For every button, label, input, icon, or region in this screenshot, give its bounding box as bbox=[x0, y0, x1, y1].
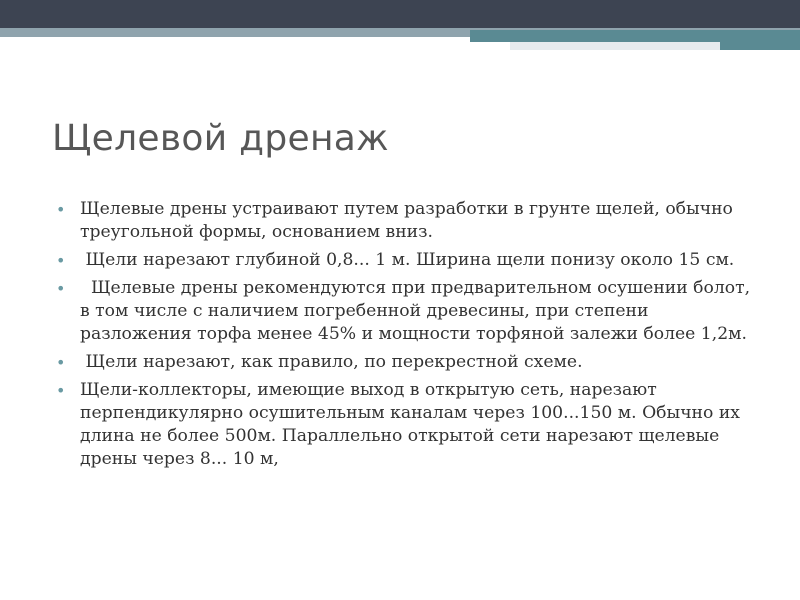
bullet-item bbox=[52, 249, 752, 272]
bullet-icon: • bbox=[56, 251, 66, 270]
bullet-icon: • bbox=[56, 381, 66, 400]
bullet-item bbox=[52, 198, 752, 244]
bullet-item bbox=[52, 379, 752, 471]
bullet-text: Щели-коллекторы, имеющие выход в открытую сеть, нарезают перпендикулярно осушительным каналам через 100...150 м. Обычно их длина не более 500м. Параллельно открытой сети нарезают щелевые дрены через 8... 10 м, bbox=[80, 380, 746, 469]
bullet-text: Щелевые дрены рекомендуются при предварительном осушении болот, в том числе с наличием погребенной древесины, при степени разложения торфа менее 45% и мощности торфяной залежи более 1,2м. bbox=[80, 278, 756, 344]
header-band bbox=[0, 0, 800, 28]
bullet-text: Щелевые дрены устраивают путем разработки в грунте щелей, обычно треугольной формы, основанием вниз. bbox=[80, 199, 739, 242]
bullet-text: Щели нарезают глубиной 0,8... 1 м. Ширина щели понизу около 15 см. bbox=[80, 250, 735, 270]
bullet-icon: • bbox=[56, 200, 66, 219]
bullet-item bbox=[52, 277, 756, 346]
bullet-text: Щели нарезают, как правило, по перекрестной схеме. bbox=[80, 352, 583, 372]
slide-title: Щелевой дренаж bbox=[52, 118, 389, 159]
accent-stripe bbox=[470, 30, 800, 42]
bullet-icon: • bbox=[56, 279, 66, 298]
accent-stripe-end bbox=[720, 42, 800, 50]
bullet-list bbox=[52, 198, 756, 476]
bullet-item bbox=[52, 351, 752, 374]
bullet-icon: • bbox=[56, 353, 66, 372]
